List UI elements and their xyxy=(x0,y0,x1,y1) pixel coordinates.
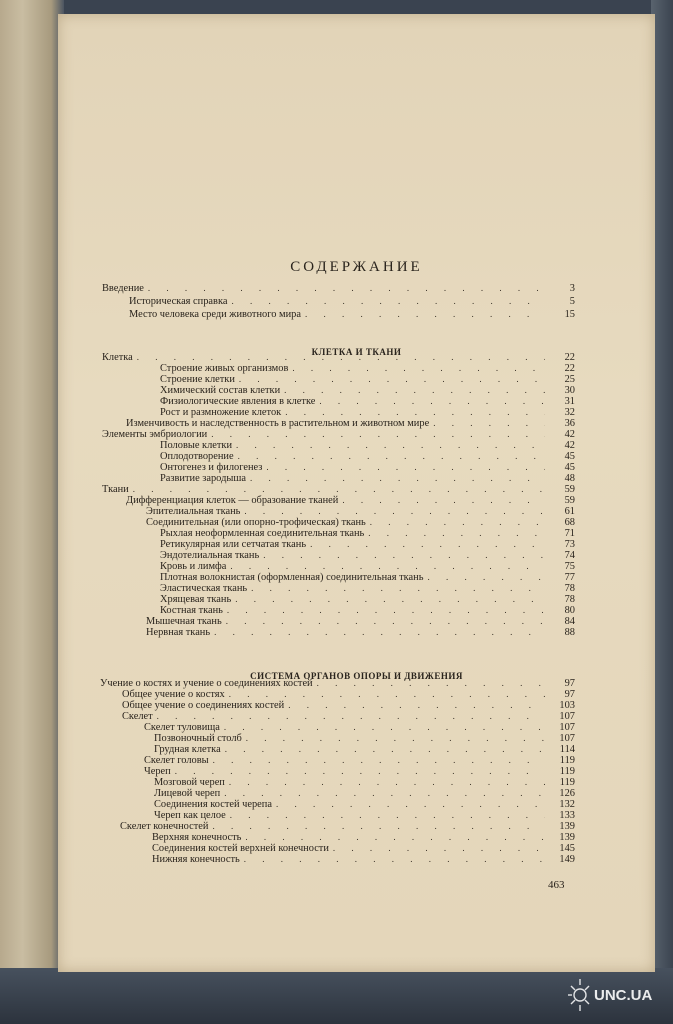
toc-row xyxy=(146,517,575,528)
toc-row xyxy=(144,755,575,766)
toc-row xyxy=(120,821,575,832)
toc-title: Половые клетки xyxy=(160,440,233,451)
toc-title: Элементы эмбриологии xyxy=(102,429,208,440)
toc-row xyxy=(160,583,575,594)
toc-row xyxy=(160,473,575,484)
toc-leader xyxy=(245,832,545,843)
toc-row xyxy=(160,396,575,407)
toc-page: 103 xyxy=(559,700,575,711)
toc-row xyxy=(154,799,575,810)
toc-page: 15 xyxy=(564,309,575,320)
toc-row xyxy=(160,528,575,539)
toc-title: Развитие зародыша xyxy=(160,473,246,484)
toc-title: Скелет xyxy=(122,711,153,722)
toc-row xyxy=(160,605,575,616)
toc-leader xyxy=(230,561,545,572)
toc-title: Костная ткань xyxy=(160,605,223,616)
toc-title: Верхняя конечность xyxy=(152,832,242,843)
toc-title: Череп xyxy=(144,766,171,777)
toc-title: Химический состав клетки xyxy=(160,385,281,396)
toc-page: 74 xyxy=(564,550,575,561)
toc-leader xyxy=(211,429,545,440)
toc-title: Нижняя конечность xyxy=(152,854,240,865)
toc-page: 84 xyxy=(564,616,575,627)
toc-page: 119 xyxy=(559,777,575,788)
toc-leader xyxy=(288,700,545,711)
toc-title: Соединения костей верхней конечности xyxy=(152,843,329,854)
toc-leader xyxy=(427,572,545,583)
toc-row xyxy=(160,440,575,451)
book-cover-left xyxy=(0,0,64,1024)
toc-leader xyxy=(133,484,545,495)
toc-title: Эпителиальная ткань xyxy=(146,506,241,517)
toc-row xyxy=(160,407,575,418)
toc-page: 61 xyxy=(564,506,575,517)
toc-row xyxy=(160,374,575,385)
toc-row xyxy=(152,854,575,865)
toc-title: Общее учение о соединениях костей xyxy=(122,700,285,711)
toc-page: 114 xyxy=(559,744,575,755)
toc-row xyxy=(160,539,575,550)
toc-leader xyxy=(224,788,545,799)
toc-row xyxy=(154,733,575,744)
toc-title: Соединения костей черепа xyxy=(154,799,272,810)
section-heading-cells: КЛЕТКА И ТКАНИ xyxy=(311,347,402,357)
toc-leader xyxy=(238,451,545,462)
toc-leader xyxy=(244,854,545,865)
toc-page: 45 xyxy=(564,451,575,462)
toc-page: 42 xyxy=(564,429,575,440)
toc-page: 71 xyxy=(564,528,575,539)
toc-title: Изменчивость и наследственность в растительном и животном мире xyxy=(126,418,430,429)
toc-title: Скелет конечностей xyxy=(120,821,209,832)
toc-title: Лицевой череп xyxy=(154,788,221,799)
toc-title: Плотная волокнистая (оформленная) соединительная ткань xyxy=(160,572,424,583)
toc-title: Строение живых организмов xyxy=(160,363,289,374)
toc-row xyxy=(100,678,575,689)
toc-page: 59 xyxy=(564,484,575,495)
toc-leader xyxy=(213,755,545,766)
toc-row xyxy=(152,843,575,854)
toc-row xyxy=(154,810,575,821)
toc-page: 42 xyxy=(564,440,575,451)
toc-row xyxy=(126,418,575,429)
watermark-logo xyxy=(568,975,668,1015)
toc-page: 5 xyxy=(569,296,575,307)
toc-page: 78 xyxy=(564,583,575,594)
toc-leader xyxy=(251,583,545,594)
toc-page: 145 xyxy=(559,843,575,854)
toc-leader xyxy=(292,363,545,374)
toc-page: 78 xyxy=(564,594,575,605)
toc-leader xyxy=(266,462,545,473)
toc-page: 22 xyxy=(564,352,575,363)
toc-page: 126 xyxy=(559,788,575,799)
watermark-text: UNC.UA xyxy=(594,987,653,1004)
toc-row xyxy=(160,462,575,473)
toc-row xyxy=(154,744,575,755)
toc-row xyxy=(154,788,575,799)
toc-row xyxy=(160,572,575,583)
toc-leader xyxy=(231,296,545,307)
toc-leader xyxy=(235,594,545,605)
toc-leader xyxy=(214,627,545,638)
toc-row xyxy=(126,495,575,506)
toc-title: Место человека среди животного мира xyxy=(129,309,301,320)
toc-leader xyxy=(285,407,545,418)
toc-page: 133 xyxy=(559,810,575,821)
toc-title: Мозговой череп xyxy=(154,777,225,788)
toc-page: 88 xyxy=(564,627,575,638)
page-title: СОДЕРЖАНИЕ xyxy=(290,259,423,275)
toc-leader xyxy=(229,689,545,700)
toc-page: 32 xyxy=(564,407,575,418)
toc-title: Рыхлая неоформленная соединительная ткань xyxy=(160,528,365,539)
toc-title: Скелет туловища xyxy=(144,722,220,733)
toc-row xyxy=(129,296,575,307)
toc-row xyxy=(160,594,575,605)
toc-row xyxy=(129,309,575,320)
toc-title: Мышечная ткань xyxy=(146,616,222,627)
toc-leader xyxy=(433,418,545,429)
toc-leader xyxy=(226,616,545,627)
toc-title: Строение клетки xyxy=(160,374,235,385)
toc-row xyxy=(102,429,575,440)
toc-title: Эластическая ткань xyxy=(160,583,248,594)
toc-page: 139 xyxy=(559,832,575,843)
toc-row xyxy=(122,700,575,711)
toc-row xyxy=(160,550,575,561)
toc-leader xyxy=(250,473,545,484)
toc-page: 149 xyxy=(559,854,575,865)
toc-leader xyxy=(244,506,545,517)
toc-leader xyxy=(239,374,545,385)
toc-page: 25 xyxy=(564,374,575,385)
toc-page: 45 xyxy=(564,462,575,473)
toc-leader xyxy=(225,744,545,755)
toc-row xyxy=(102,283,575,294)
toc-title: Введение xyxy=(102,283,144,294)
toc-leader xyxy=(263,550,545,561)
toc-page: 107 xyxy=(559,722,575,733)
toc-row xyxy=(152,832,575,843)
toc-title: Кровь и лимфа xyxy=(160,561,227,572)
toc-leader xyxy=(236,440,545,451)
toc-title: Физиологические явления в клетке xyxy=(160,396,316,407)
book-page xyxy=(58,14,655,972)
toc-title: Скелет головы xyxy=(144,755,209,766)
toc-leader xyxy=(368,528,545,539)
toc-leader xyxy=(342,495,545,506)
toc-page: 48 xyxy=(564,473,575,484)
section-heading-skeleton: СИСТЕМА ОРГАНОВ ОПОРЫ И ДВИЖЕНИЯ xyxy=(250,671,463,681)
toc-row xyxy=(146,616,575,627)
toc-leader xyxy=(224,722,545,733)
toc-title: Эндотелиальная ткань xyxy=(160,550,260,561)
toc-row xyxy=(122,689,575,700)
toc-page: 119 xyxy=(559,755,575,766)
toc-page: 3 xyxy=(569,283,575,294)
toc-page: 75 xyxy=(564,561,575,572)
toc-page: 107 xyxy=(559,711,575,722)
toc-title: Рост и размножение клеток xyxy=(160,407,282,418)
toc-page: 59 xyxy=(564,495,575,506)
toc-row xyxy=(154,777,575,788)
toc-title: Ретикулярная или сетчатая ткань xyxy=(160,539,307,550)
toc-title: Ткани xyxy=(102,484,129,495)
toc-row xyxy=(102,484,575,495)
toc-leader xyxy=(227,605,545,616)
toc-page: 22 xyxy=(564,363,575,374)
toc-title: Грудная клетка xyxy=(154,744,221,755)
toc-row xyxy=(144,766,575,777)
toc-row xyxy=(146,627,575,638)
toc-title: Общее учение о костях xyxy=(122,689,225,700)
toc-title: Дифференциация клеток — образование тканей xyxy=(126,495,339,506)
toc-page: 80 xyxy=(564,605,575,616)
toc-title: Онтогенез и филогенез xyxy=(160,462,263,473)
toc-page: 73 xyxy=(564,539,575,550)
toc-title: Нервная ткань xyxy=(146,627,211,638)
toc-title: Клетка xyxy=(102,352,133,363)
toc-page: 77 xyxy=(564,572,575,583)
toc-leader xyxy=(317,678,545,689)
page-number: 463 xyxy=(548,879,565,891)
toc-page: 97 xyxy=(564,689,575,700)
toc-leader xyxy=(305,309,545,320)
toc-leader xyxy=(284,385,545,396)
toc-leader xyxy=(157,711,545,722)
toc-row xyxy=(160,451,575,462)
toc-leader xyxy=(175,766,545,777)
toc-title: Учение о костях и учение о соединениях костей xyxy=(100,678,313,689)
toc-leader xyxy=(212,821,545,832)
toc-leader xyxy=(333,843,545,854)
toc-page: 119 xyxy=(559,766,575,777)
toc-leader xyxy=(229,777,545,788)
toc-page: 132 xyxy=(559,799,575,810)
toc-title: Историческая справка xyxy=(129,296,228,307)
toc-page: 107 xyxy=(559,733,575,744)
toc-page: 30 xyxy=(564,385,575,396)
toc-leader xyxy=(370,517,545,528)
toc-title: Хрящевая ткань xyxy=(160,594,232,605)
toc-leader xyxy=(310,539,545,550)
toc-page: 68 xyxy=(564,517,575,528)
toc-title: Позвоночный столб xyxy=(154,733,242,744)
toc-leader xyxy=(246,733,545,744)
toc-leader xyxy=(276,799,545,810)
toc-leader xyxy=(137,352,545,363)
toc-leader xyxy=(319,396,545,407)
toc-row xyxy=(160,385,575,396)
toc-title: Оплодотворение xyxy=(160,451,234,462)
toc-page: 36 xyxy=(564,418,575,429)
toc-title: Череп как целое xyxy=(154,810,226,821)
toc-leader xyxy=(230,810,545,821)
toc-row xyxy=(144,722,575,733)
toc-row xyxy=(122,711,575,722)
toc-row xyxy=(146,506,575,517)
toc-page: 31 xyxy=(564,396,575,407)
toc-title: Соединительная (или опорно-трофическая) ткань xyxy=(146,517,366,528)
toc-leader xyxy=(148,283,545,294)
toc-row xyxy=(102,352,575,363)
toc-row xyxy=(160,561,575,572)
toc-page: 139 xyxy=(559,821,575,832)
toc-row xyxy=(160,363,575,374)
toc-page: 97 xyxy=(564,678,575,689)
